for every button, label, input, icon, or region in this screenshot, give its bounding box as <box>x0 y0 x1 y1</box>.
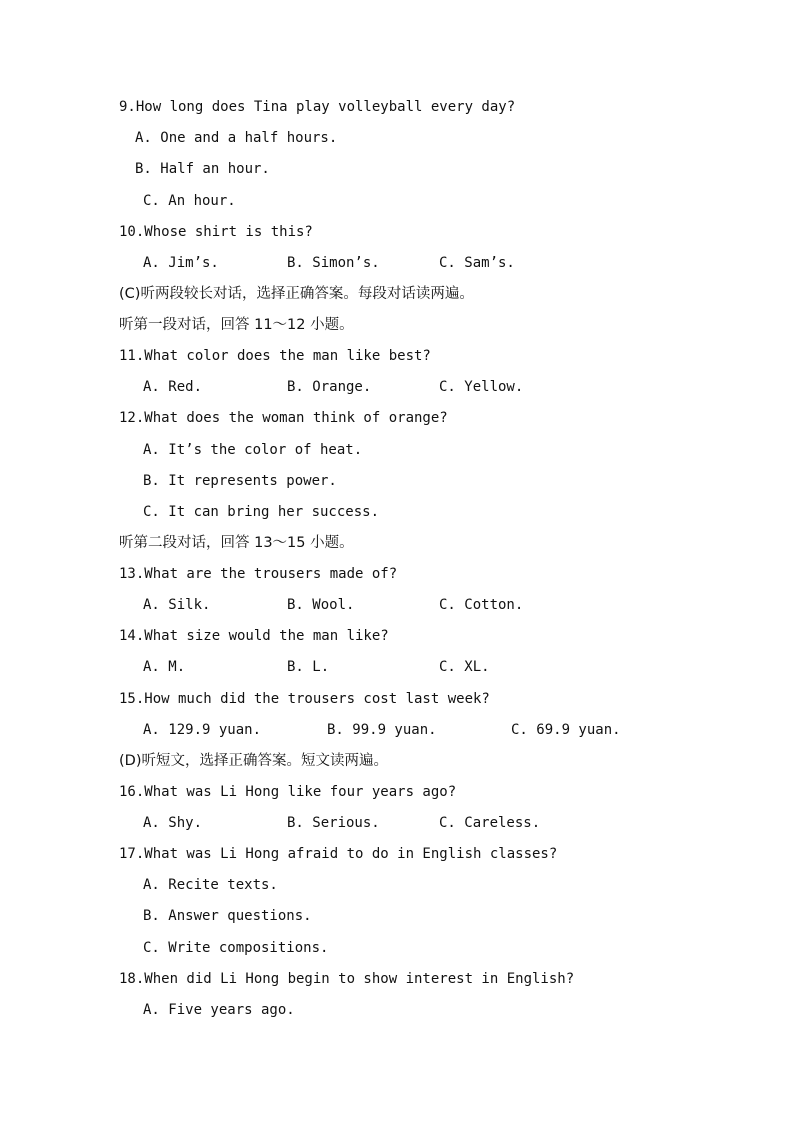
option-9b: B. Half an hour. <box>135 161 270 177</box>
option-11a: A. Red. <box>143 379 203 395</box>
option-15b: B. 99.9 yuan. <box>327 722 437 738</box>
option-12a: A. It’s the color of heat. <box>143 442 363 458</box>
question-13: 13.What are the trousers made of? <box>119 566 398 582</box>
question-17: 17.What was Li Hong afraid to do in English classes? <box>119 846 558 862</box>
dialogue-2-instruction: 听第二段对话，回答 13～15 小题。 <box>119 535 354 551</box>
option-16a: A. Shy. <box>143 815 203 831</box>
option-14b: B. L. <box>287 659 330 675</box>
option-15c: C. 69.9 yuan. <box>511 722 621 738</box>
option-12c: C. It can bring her success. <box>143 504 380 520</box>
question-9: 9.How long does Tina play volleyball every day? <box>119 99 516 115</box>
question-16: 16.What was Li Hong like four years ago? <box>119 784 457 800</box>
question-12: 12.What does the woman think of orange? <box>119 410 448 426</box>
question-14: 14.What size would the man like? <box>119 628 389 644</box>
option-16b: B. Serious. <box>287 815 380 831</box>
option-17a: A. Recite texts. <box>143 877 278 893</box>
option-10a: A. Jim’s. <box>143 255 219 271</box>
option-10b: B. Simon’s. <box>287 255 380 271</box>
option-15a: A. 129.9 yuan. <box>143 722 262 738</box>
question-10: 10.Whose shirt is this? <box>119 224 313 240</box>
question-11: 11.What color does the man like best? <box>119 348 431 364</box>
option-9a: A. One and a half hours. <box>135 130 338 146</box>
option-11c: C. Yellow. <box>439 379 524 395</box>
option-10c: C. Sam’s. <box>439 255 515 271</box>
question-15: 15.How much did the trousers cost last week? <box>119 691 490 707</box>
option-17c: C. Write compositions. <box>143 940 329 956</box>
question-18: 18.When did Li Hong begin to show interest in English? <box>119 971 575 987</box>
dialogue-1-instruction: 听第一段对话，回答 11～12 小题。 <box>119 317 354 333</box>
section-c-instruction: (C)听两段较长对话，选择正确答案。每段对话读两遍。 <box>119 286 474 302</box>
option-14c: C. XL. <box>439 659 490 675</box>
option-14a: A. M. <box>143 659 186 675</box>
option-9c: C. An hour. <box>143 193 236 209</box>
section-d-instruction: (D)听短文，选择正确答案。短文读两遍。 <box>119 753 388 769</box>
option-12b: B. It represents power. <box>143 473 337 489</box>
option-11b: B. Orange. <box>287 379 372 395</box>
option-13c: C. Cotton. <box>439 597 524 613</box>
option-13b: B. Wool. <box>287 597 355 613</box>
option-17b: B. Answer questions. <box>143 908 312 924</box>
option-13a: A. Silk. <box>143 597 211 613</box>
option-18a: A. Five years ago. <box>143 1002 295 1018</box>
option-16c: C. Careless. <box>439 815 541 831</box>
